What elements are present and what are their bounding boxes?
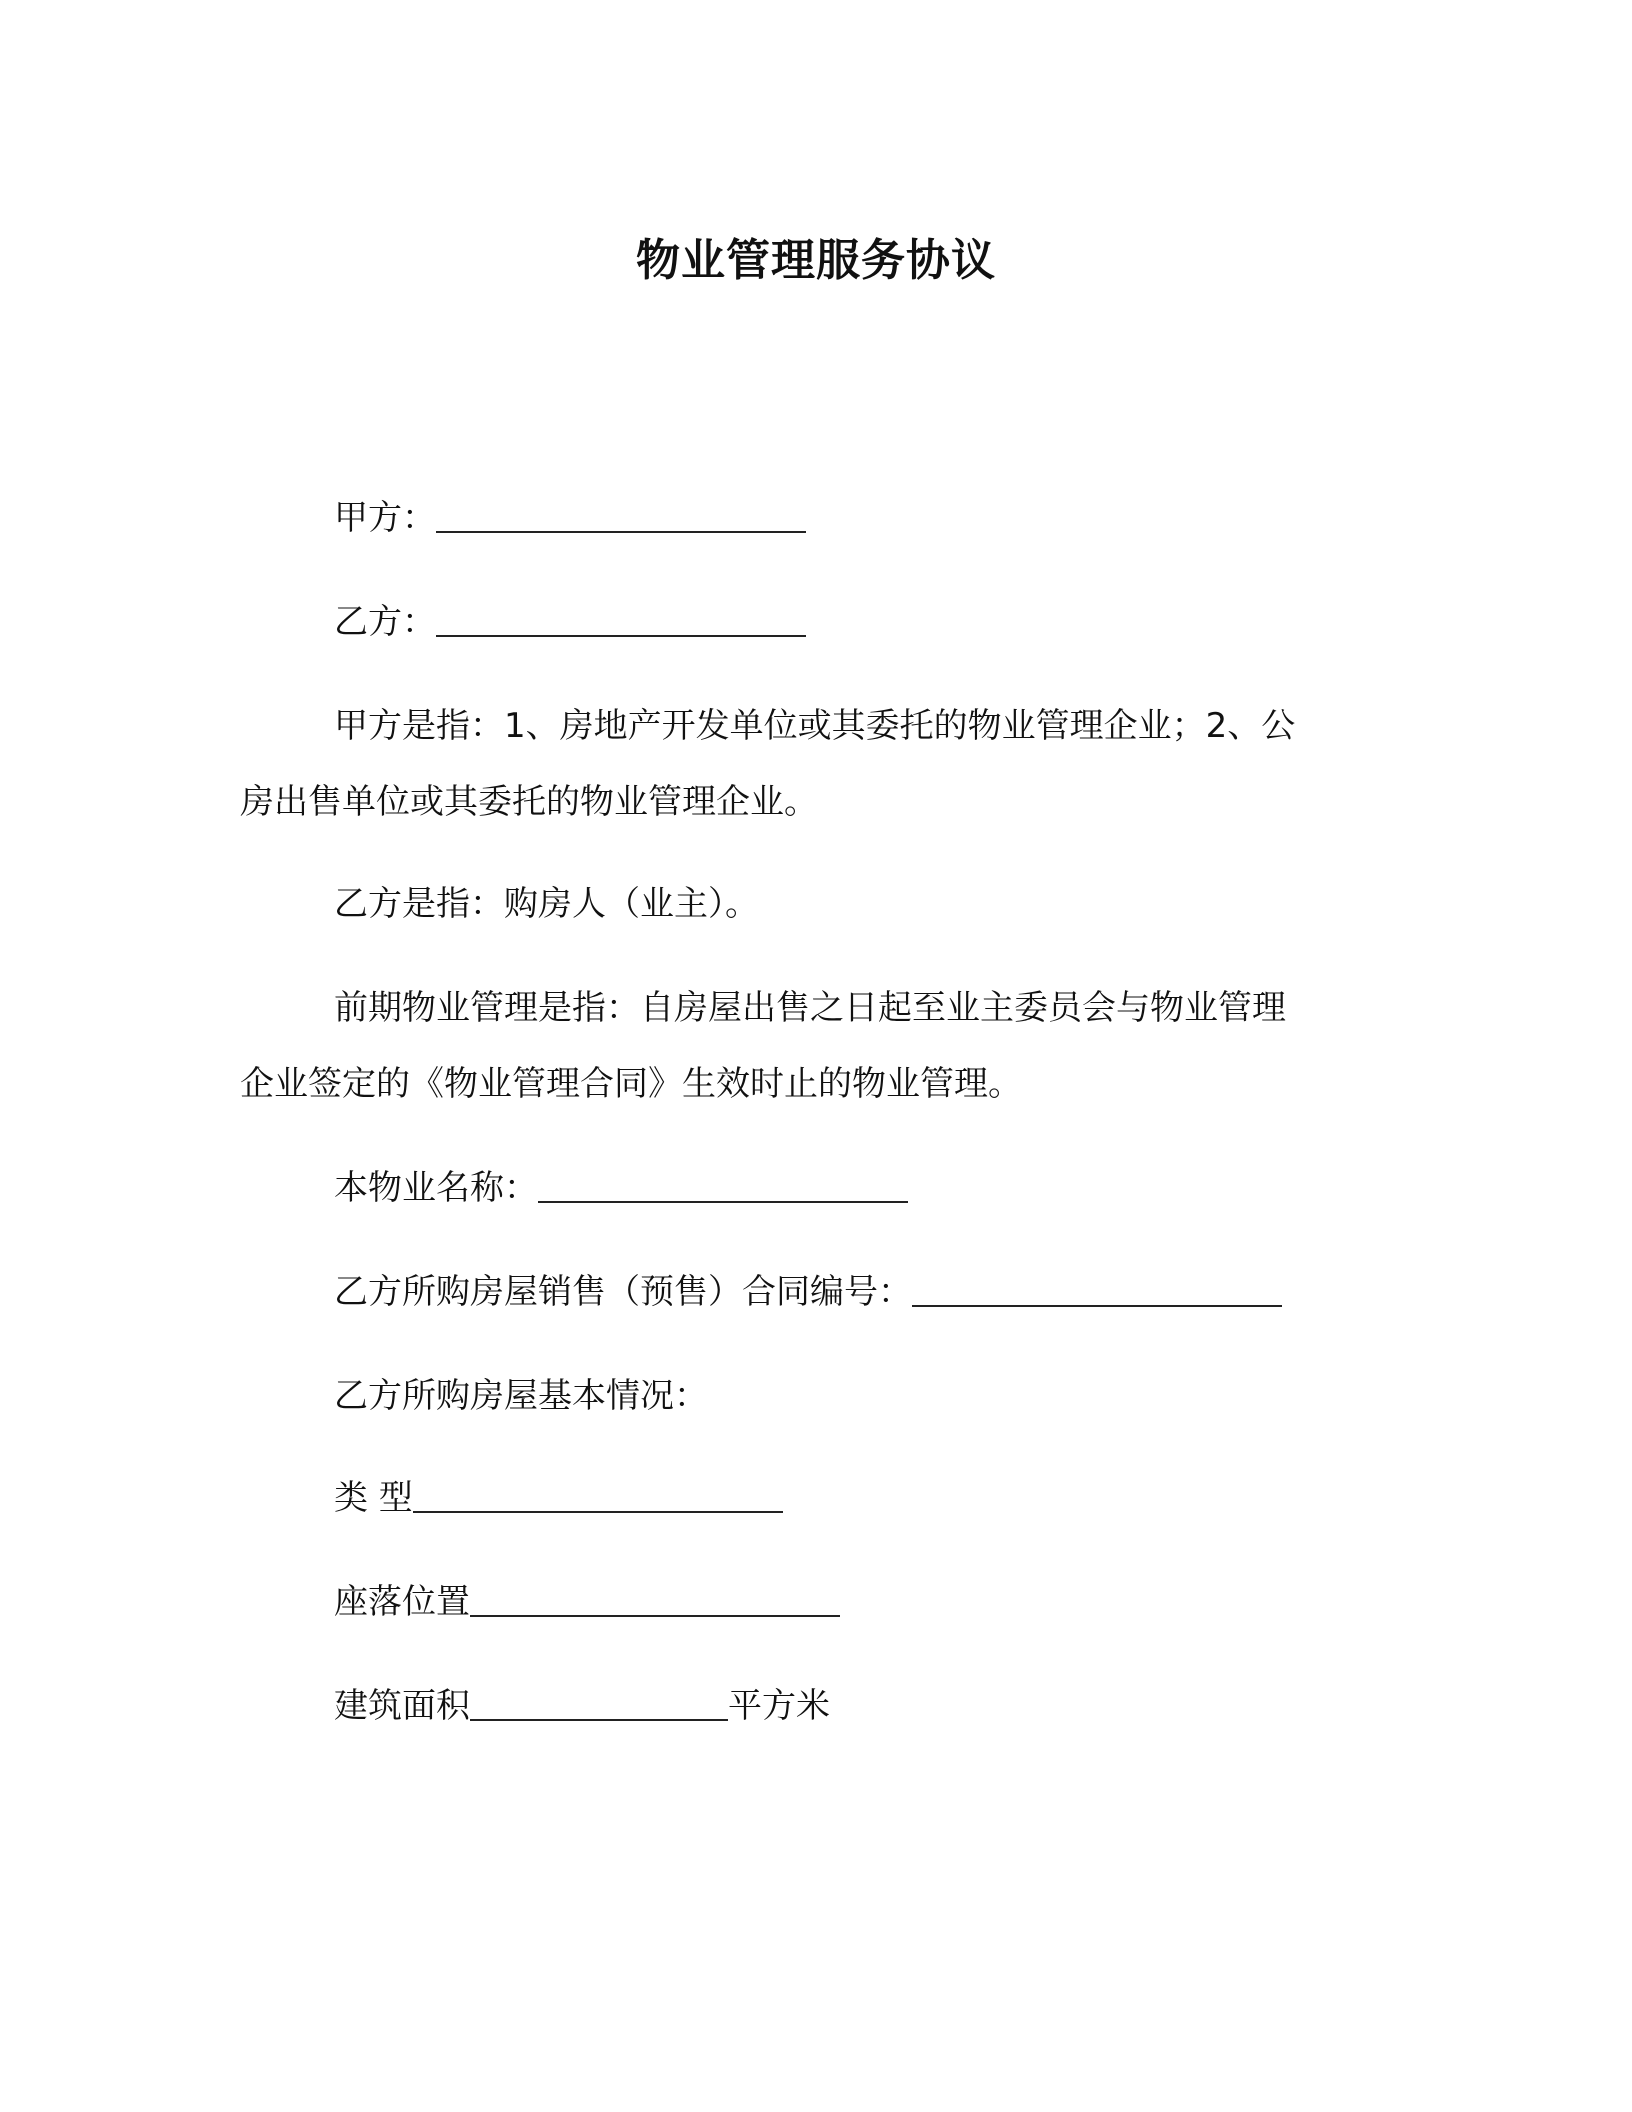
preliminary-management-definition-line-1: 前期物业管理是指：自房屋出售之日起至业主委员会与物业管理 [334, 988, 1286, 1028]
party-b-blank [436, 605, 806, 637]
location-label: 座落位置 [334, 1582, 470, 1622]
property-name-blank [538, 1171, 908, 1203]
contract-number-line [334, 1272, 1282, 1312]
building-area-line [334, 1686, 830, 1726]
party-b-definition: 乙方是指：购房人（业主）。 [334, 884, 759, 924]
party-b-label: 乙方： [334, 602, 436, 642]
building-area-unit: 平方米 [728, 1686, 830, 1726]
party-a-line [334, 498, 806, 538]
property-name-line [334, 1168, 908, 1208]
document-title: 物业管理服务协议 [636, 235, 996, 286]
location-blank [470, 1585, 840, 1617]
party-a-label: 甲方： [334, 498, 436, 538]
house-info-heading: 乙方所购房屋基本情况： [334, 1376, 708, 1416]
house-type-line [334, 1478, 783, 1518]
location-line [334, 1582, 840, 1622]
property-name-label: 本物业名称： [334, 1168, 538, 1208]
building-area-label: 建筑面积 [334, 1686, 470, 1726]
house-type-label: 类 型 [334, 1478, 413, 1518]
preliminary-management-definition-line-2: 企业签定的《物业管理合同》生效时止的物业管理。 [240, 1064, 1022, 1104]
contract-number-label: 乙方所购房屋销售（预售）合同编号： [334, 1272, 912, 1312]
party-a-definition-line-1: 甲方是指：1、房地产开发单位或其委托的物业管理企业；2、公 [334, 706, 1296, 746]
house-type-blank [413, 1481, 783, 1513]
contract-number-blank [912, 1275, 1282, 1307]
party-a-blank [436, 501, 806, 533]
party-b-line [334, 602, 806, 642]
building-area-blank [470, 1689, 728, 1721]
party-a-definition-line-2: 房出售单位或其委托的物业管理企业。 [240, 782, 818, 822]
